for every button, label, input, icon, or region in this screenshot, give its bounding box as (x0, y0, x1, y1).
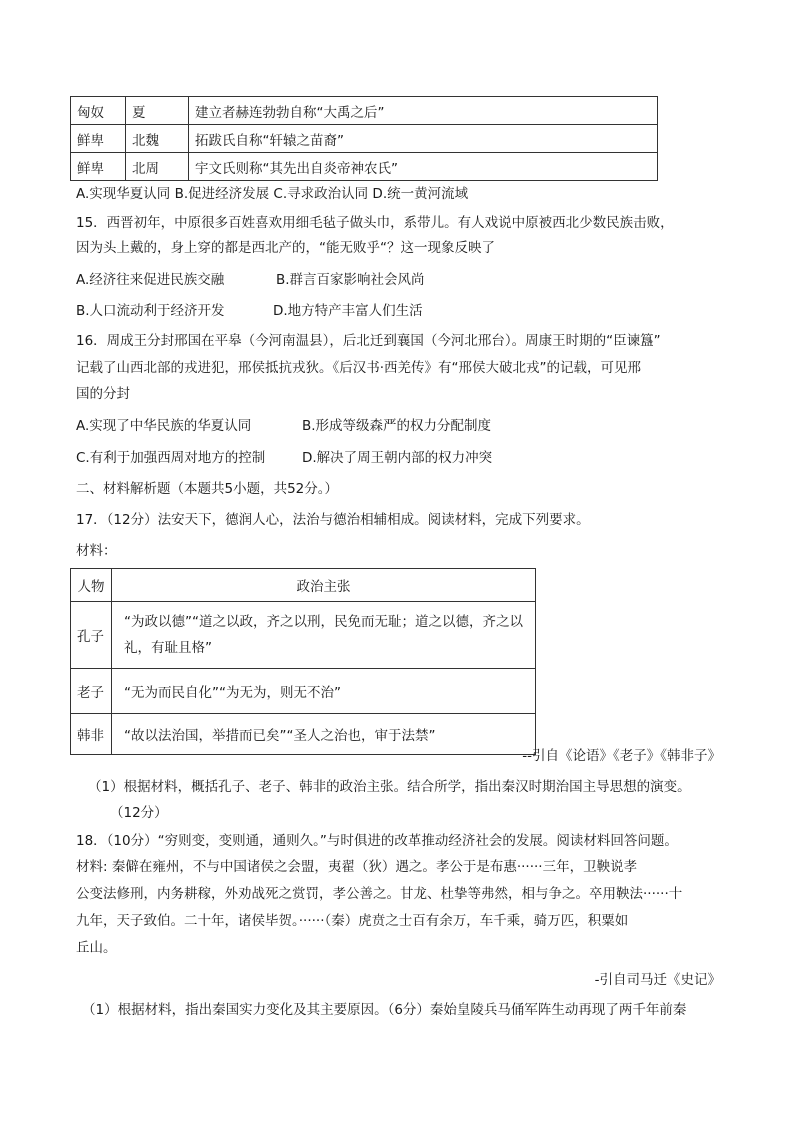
q15-line2: 因为头上戴的，身上穿的都是西北产的，“能无败乎“？这一现象反映了 (76, 240, 495, 256)
table-cell: 宇文氏则称“其先出自炎帝神农氏” (189, 153, 658, 181)
q17-citation: --引自《论语》《老子》《韩非子》 (522, 748, 721, 764)
section-heading: 二、材料解析题（本题共5小题，共52分。） (76, 481, 339, 497)
q14-options: A.实现华夏认同 B.促进经济发展 C.寻求政治认同 D.统一黄河流域 (76, 186, 469, 202)
table-cell: 匈奴 (71, 97, 126, 125)
q16-line2: 记载了山西北部的戎进犯，邢侯抵抗戎狄。《后汉书·西羌传》有“邢侯大破北戎”的记载，可见邢 (76, 360, 642, 376)
q15-line1: 15．西晋初年，中原很多百姓喜欢用细毛毡子做头巾，系带儿。有人戏说中原被西北少数民族击败， (76, 215, 674, 231)
table-row (71, 602, 536, 669)
q18-citation: -引自司马迁《史记》 (594, 972, 721, 988)
q18-line1: 18．（10分）“穷则变，变则通，通则久。”与时俱进的改革推动经济社会的发展。阅读材料回答问题。 (76, 833, 678, 849)
table-cell: 孔子 (71, 602, 112, 669)
table-row (71, 714, 536, 755)
q17-line1: 17．（12分）法安天下，德润人心，法治与德治相辅相成。阅读材料，完成下列要求。 (76, 512, 590, 528)
table-cell: 北周 (126, 153, 189, 181)
table-row (71, 153, 658, 181)
q15-option-b: B.群言百家影响社会风尚 (276, 272, 425, 288)
table-cell: 北魏 (126, 125, 189, 153)
table-header-row (71, 569, 536, 602)
q17-sub1-line2: （12分） (110, 805, 168, 821)
political-thought-table (70, 568, 536, 755)
table-cell: 建立者赫连勃勃自称“大禹之后” (189, 97, 658, 125)
q18-sub1: （1）根据材料，指出秦国实力变化及其主要原因。（6分）秦始皇陵兵马俑军阵生动再现了两千年前秦 (82, 1002, 687, 1018)
q16-option-c: C.有利于加强西周对地方的控制 (76, 450, 266, 466)
q17-sub1-line1: （1）根据材料，概括孔子、老子、韩非的政治主张。结合所学，指出秦汉时期治国主导思想的演变。 (88, 779, 691, 795)
table-cell: “故以法治国，举措而已矣”“圣人之治也，审于法禁” (112, 714, 536, 755)
q15-option-d: D.地方特产丰富人们生活 (273, 303, 423, 319)
q15-option-a: A.经济往来促进民族交融 (76, 272, 225, 288)
q18-line2: 材料: 秦僻在雍州，不与中国诸侯之会盟，夷翟（狄）遇之。孝公于是布惠······三年，卫鞅说孝 (76, 859, 638, 875)
table-cell: 鲜卑 (71, 153, 126, 181)
table-header-cell: 政治主张 (112, 569, 536, 602)
q16-option-b: B.形成等级森严的权力分配制度 (302, 418, 492, 434)
table-cell: 鲜卑 (71, 125, 126, 153)
q15-option-c: B.人口流动利于经济开发 (76, 303, 225, 319)
q17-material-label: 材料： (76, 543, 117, 559)
table-row (71, 669, 536, 714)
table-cell: “为政以德”“道之以政，齐之以刑，民免而无耻；道之以德，齐之以礼，有耻且格” (112, 602, 536, 669)
table-cell: 夏 (126, 97, 189, 125)
table-row (71, 125, 658, 153)
table-cell: “无为而民自化”“为无为，则无不治” (112, 669, 536, 714)
q16-line1: 16．周成王分封邢国在平皋（今河南温县），后北迁到襄国（今河北邢台）。周康王时期的“臣谏簋” (76, 333, 661, 349)
table-row (71, 97, 658, 125)
table-cell: 韩非 (71, 714, 112, 755)
table-header-cell: 人物 (71, 569, 112, 602)
ethnic-origin-table (70, 96, 658, 181)
q16-option-a: A.实现了中华民族的华夏认同 (76, 418, 252, 434)
q18-line5: 丘山。 (76, 940, 117, 956)
q16-line3: 国的分封 (76, 386, 130, 402)
table-cell: 老子 (71, 669, 112, 714)
q16-option-d: D.解决了周王朝内部的权力冲突 (302, 450, 493, 466)
q18-line3: 公变法修刑，内务耕稼，外劝战死之赏罚，孝公善之。甘龙、杜挚等弗然，相与争之。卒用鞅法······十 (76, 886, 683, 902)
q18-line4: 九年，天子致伯。二十年，诸侯毕贺。······（秦）虎贲之士百有余万，车千乘，骑万匹，积粟如 (76, 913, 629, 929)
table-cell: 拓跋氏自称“轩辕之苗裔” (189, 125, 658, 153)
